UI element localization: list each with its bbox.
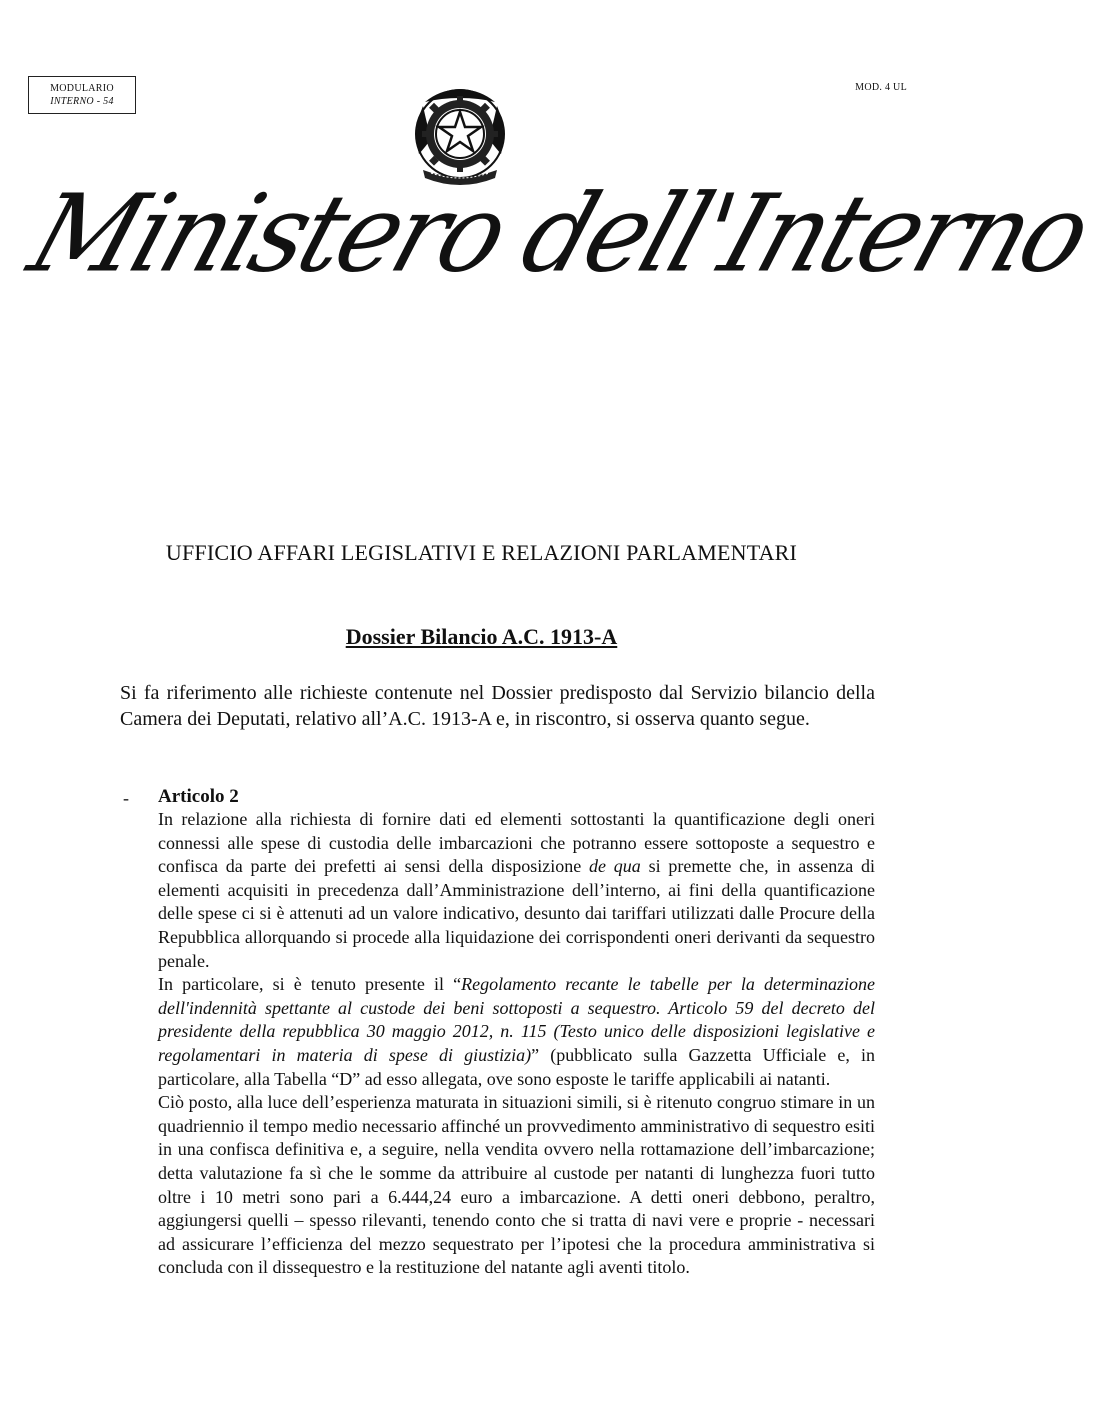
paragraph-2-text-a: In particolare, si è tenuto presente il “ <box>158 974 462 995</box>
intro-paragraph: Si fa riferimento alle richieste contenute nel Dossier predisposto dal Servizio bilancio della Camera dei Deputati, relativo all’A.C. 1913-A e, in riscontro, si osserva quanto segue. <box>120 682 875 730</box>
paragraph-2-text-b: ” (pubblicato sulla Gazzetta Ufficiale e, in particolare, alla Tabella “D” ad esso allegata, ove sono esposte le tariffe applicabili ai natanti. <box>158 1044 875 1089</box>
paragraph-1-text-b: si premette che, in assenza di elementi acquisiti in precedenza dall’Amministrazione dell’interno, ai fini della quantificazione delle spese ci si è attenuti ad un valore indicativo, desunto dai tariffari utilizzati dalle Procure della Repubblica allorquando si procede alla liquidazione dei corrispondenti oneri derivanti da sequestro penale. <box>158 856 875 971</box>
article-paragraph-1 <box>158 808 875 973</box>
form-code-box <box>28 76 136 114</box>
ministry-script-heading: Ministero dell'Interno <box>15 172 1103 297</box>
dossier-title: Dossier Bilancio A.C. 1913-A <box>345 624 618 649</box>
article-body <box>158 808 875 1280</box>
paragraph-2-emphasis: Regolamento recante le tabelle per la determinazione dell'indennità spettante al custode dei beni sottoposti a sequestro. Articolo 59 del decreto del presidente della repubblica 30 maggio 2012, n. 115 (Testo unico delle disposizioni legislative e regolamentari in materia di spese di giustizia) <box>158 974 876 1065</box>
office-heading: UFFICIO AFFARI LEGISLATIVI E RELAZIONI PARLAMENTARI <box>165 540 798 565</box>
form-code-line1: MODULARIO <box>50 83 114 94</box>
paragraph-1-emphasis: de qua <box>589 856 641 877</box>
article-paragraph-2 <box>158 973 875 1091</box>
paragraph-1-text-a: In relazione alla richiesta di fornire dati ed elementi sottostanti la quantificazione degli oneri connessi alle spese di custodia delle imbarcazioni che potranno essere sottoposte a sequestro e confisca da parte dei prefetti ai sensi della disposizione <box>158 809 875 877</box>
article-paragraph-3: Ciò posto, alla luce dell’esperienza maturata in situazioni simili, si è ritenuto congruo stimare in un quadriennio il tempo medio necessario affinché un provvedimento amministrativo di sequestro esiti in una confisca definitiva e, a seguire, nella vendita ovvero nella rottamazione dell’imbarcazione; detta valutazione fa sì che le somme da attribuire al custode per natanti di lunghezza fuori tutto oltre i 10 metri sono pari a 6.444,24 euro a imbarcazione. A detti oneri debbono, peraltro, aggiungersi quelli – spesso rilevanti, tenendo conto che si tratta di navi vere e proprie - necessari ad assicurare l’efficienza del mezzo sequestrato per l’ipotesi che la procedura amministrativa si concluda con il dissequestro e la restituzione del natante agli aventi titolo. <box>158 1092 875 1278</box>
list-dash: - <box>123 788 129 808</box>
form-code-line2: INTERNO - 54 <box>50 96 114 107</box>
model-code: MOD. 4 UL <box>855 82 907 93</box>
article-heading: Articolo 2 <box>158 786 239 807</box>
